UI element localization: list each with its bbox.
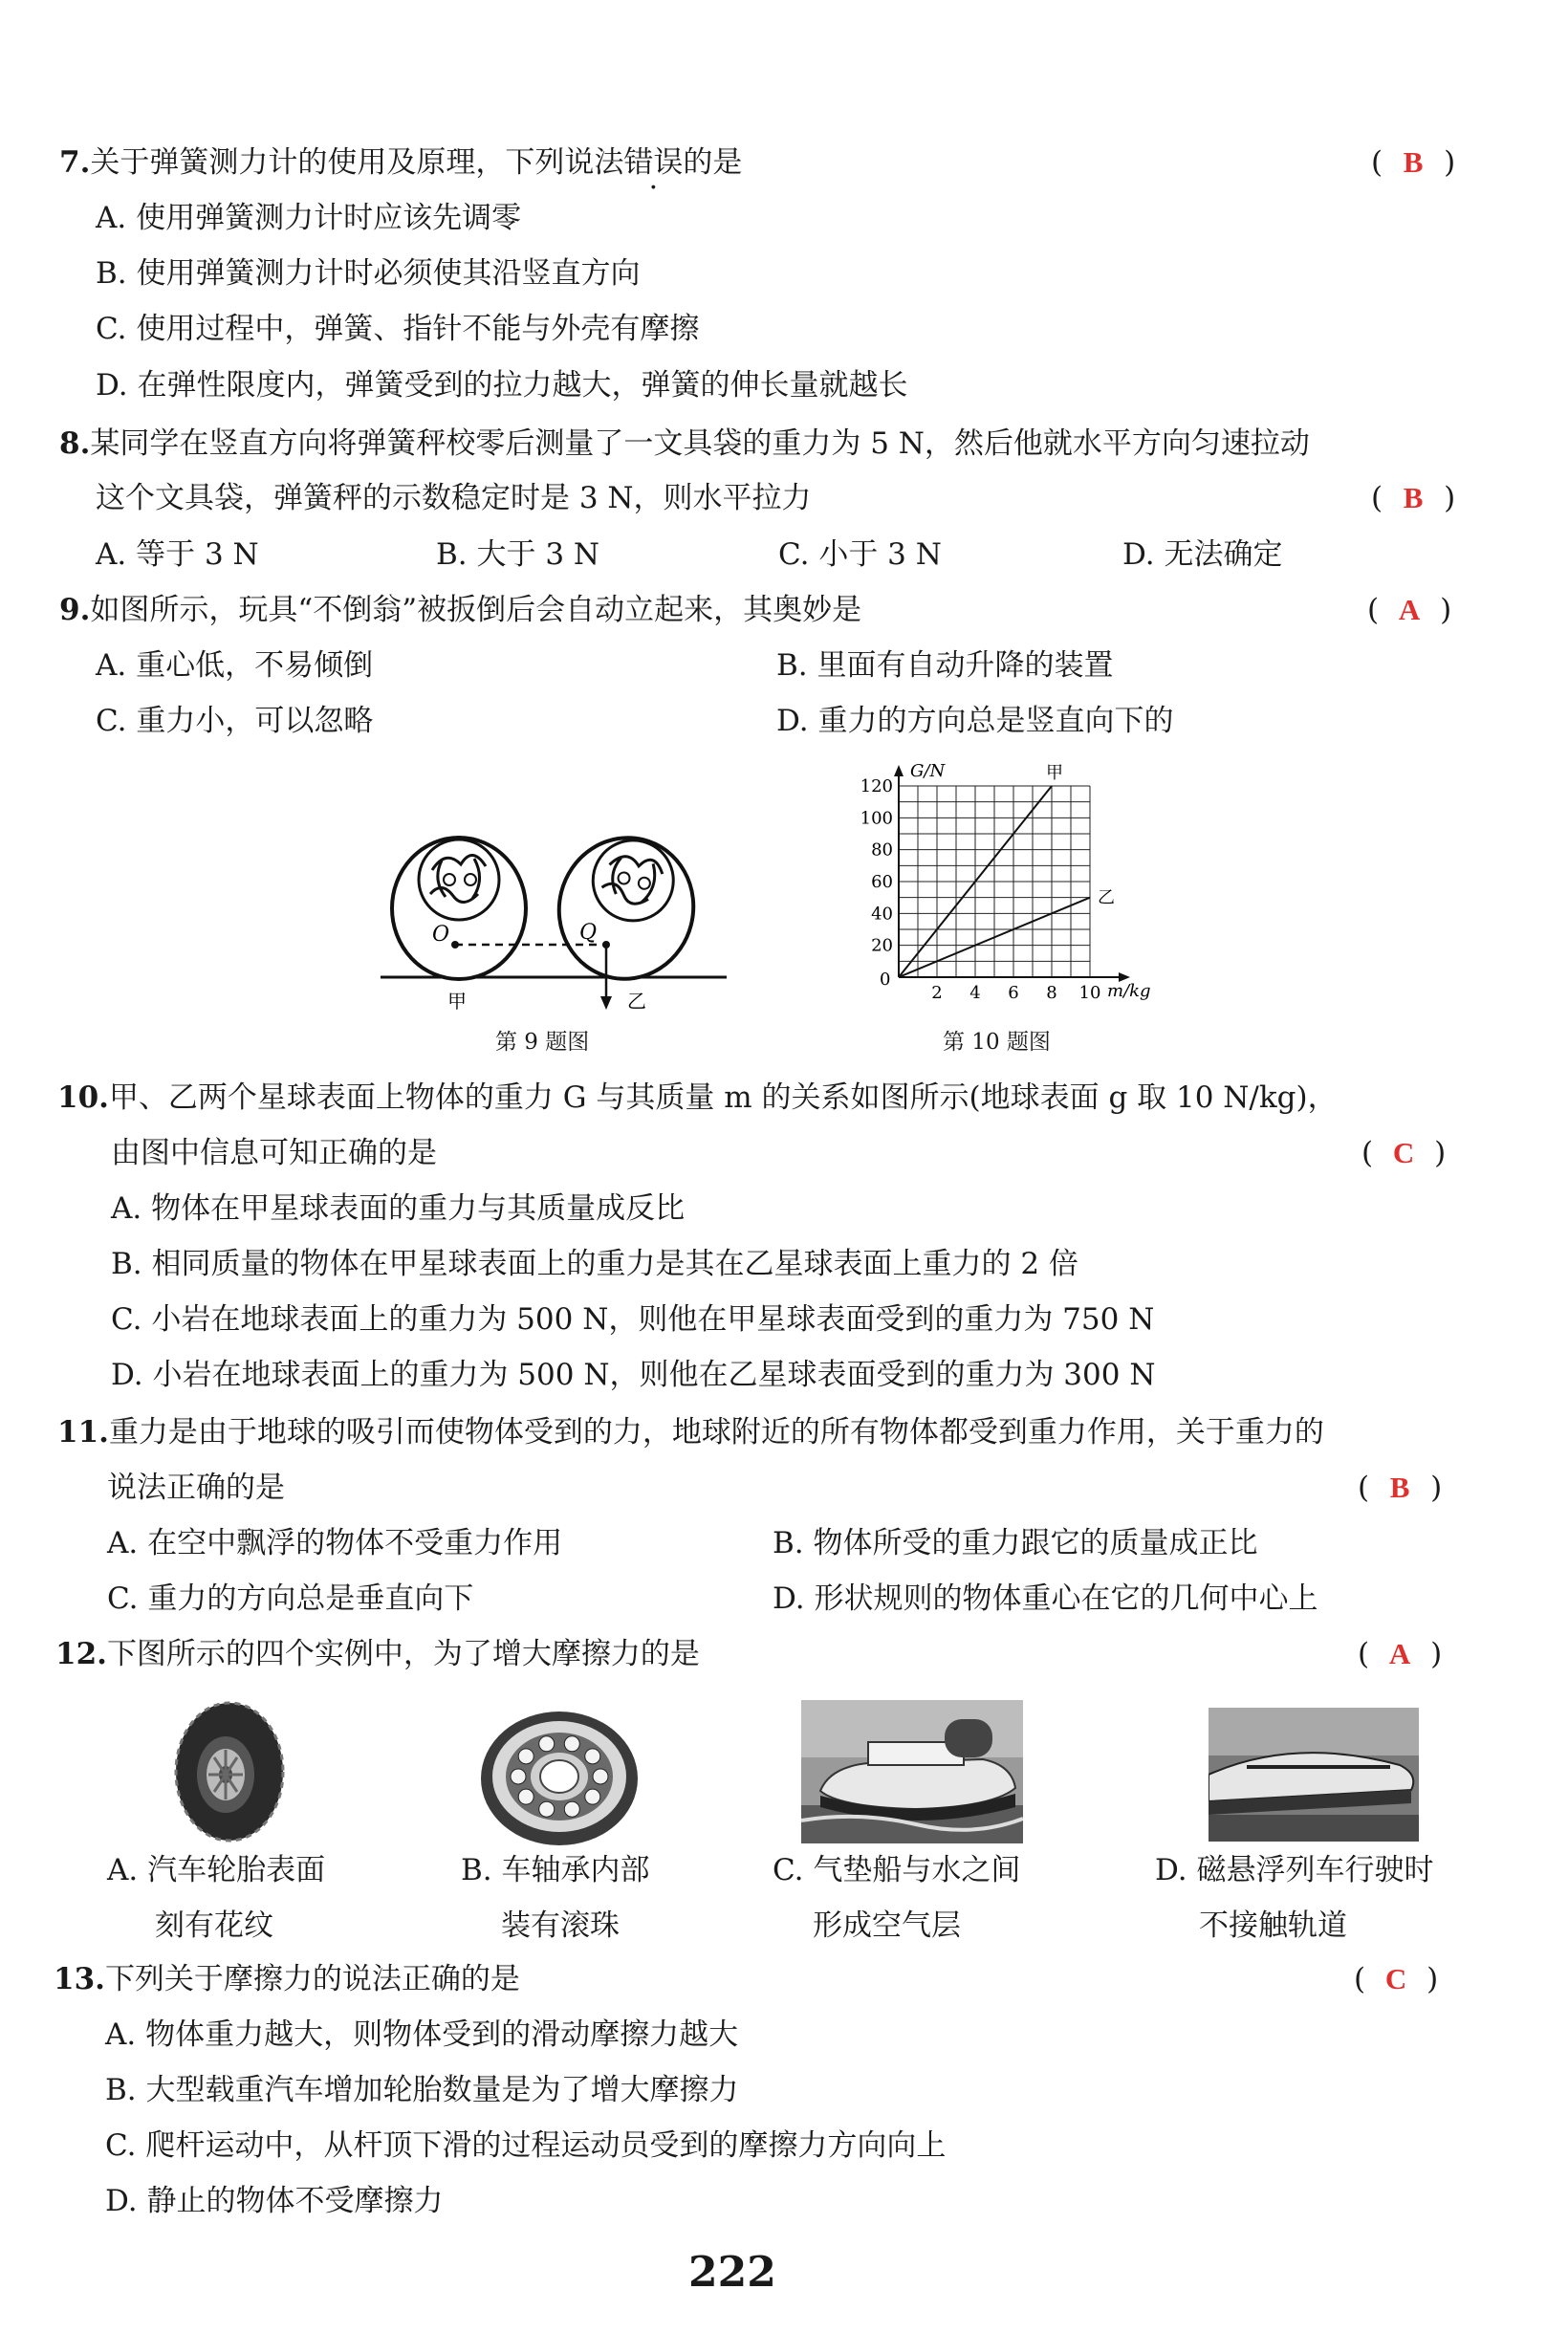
tumbler-yi (544, 823, 708, 992)
y-tick-label: 20 (871, 935, 893, 956)
q8-option-b: B. 大于 3 N (436, 537, 600, 572)
y-tick-label: 60 (871, 872, 893, 892)
q7-option-c: C. 使用过程中，弹簧、指针不能与外壳有摩擦 (96, 312, 700, 346)
q8-answer: B (1403, 481, 1424, 514)
point-o (451, 941, 459, 948)
bearing-ball (518, 1749, 534, 1764)
q9-option-d: D. 重力的方向总是竖直向下的 (776, 704, 1174, 738)
q13-option-c: C. 爬杆运动中，从杆顶下滑的过程运动员受到的摩擦力方向向上 (105, 2128, 947, 2163)
page-number: 222 (688, 2248, 776, 2297)
bearing-ball (593, 1769, 608, 1784)
x-axis-label: m/kg (1107, 981, 1151, 1001)
label-yi: 乙 (627, 990, 646, 1013)
q13-option-d: D. 静止的物体不受摩擦力 (105, 2184, 444, 2218)
q8-option-c: C. 小于 3 N (778, 537, 942, 572)
y-tick-label: 120 (860, 776, 893, 796)
series-label: 甲 (1046, 763, 1063, 783)
x-tick-label: 4 (969, 983, 981, 1003)
bearing-ball (539, 1801, 555, 1817)
q8-number: 8. (59, 426, 91, 461)
q10-answer: C (1392, 1136, 1415, 1169)
q7-option-a: A. 使用弹簧测力计时应该先调零 (96, 201, 522, 235)
q12-answer: A (1388, 1637, 1411, 1670)
q12-option-c-line2: 形成空气层 (813, 1908, 961, 1943)
q9-option-c: C. 重力小，可以忽略 (96, 704, 374, 738)
y-tick-label: 80 (871, 839, 893, 861)
x-tick-label: 6 (1008, 983, 1019, 1003)
q11-option-b: B. 物体所受的重力跟它的质量成正比 (773, 1526, 1258, 1560)
q13-stem: 13.下列关于摩擦力的说法正确的是 (54, 1962, 520, 1996)
q10-stem-line1: 10.甲、乙两个星球表面上物体的重力 G 与其质量 m 的关系如图所示(地球表面 g 取 10 N/kg)， (57, 1080, 1338, 1115)
q9-option-b: B. 里面有自动升降的装置 (776, 648, 1114, 683)
series-label: 乙 (1098, 887, 1115, 908)
q11-answer: B (1389, 1471, 1410, 1504)
q12-option-a-line2: 刻有花纹 (155, 1908, 273, 1943)
chart-grid (899, 786, 1090, 977)
label-jia: 甲 (447, 990, 467, 1013)
q12-option-c-line1: C. 气垫船与水之间 (773, 1853, 1021, 1887)
q11-stem-line2: 说法正确的是 (107, 1471, 285, 1505)
q10-stem-line2: 由图中信息可知正确的是 (111, 1136, 437, 1170)
q8-answer-bracket: ( B ) (1371, 481, 1456, 515)
tire-image (172, 1700, 287, 1843)
q11-number: 11. (57, 1415, 109, 1450)
y-axis-label: G/N (910, 761, 946, 781)
q13-option-b: B. 大型载重汽车增加轮胎数量是为了增大摩擦力 (105, 2073, 739, 2107)
bearing-image (478, 1704, 641, 1847)
q9-option-a: A. 重心低，不易倾倒 (96, 648, 374, 683)
q10-number: 10. (57, 1080, 109, 1115)
y-axis-arrow (894, 765, 904, 776)
q7-answer: B (1403, 145, 1424, 179)
q10-option-b: B. 相同质量的物体在甲星球表面上的重力是其在乙星球表面上重力的 2 倍 (111, 1247, 1078, 1281)
origin-label: 0 (880, 970, 891, 990)
bearing-ball (585, 1789, 600, 1804)
q10-option-a: A. 物体在甲星球表面的重力与其质量成反比 (111, 1191, 686, 1226)
chart-axes (894, 765, 1130, 982)
bearing-ball (518, 1789, 534, 1804)
label-q: Q (579, 921, 598, 945)
q10-option-d: D. 小岩在地球表面上的重力为 500 N，则他在乙星球表面受到的重力为 300 N (111, 1358, 1156, 1392)
q11-stem-line1: 11.重力是由于地球的吸引而使物体受到的力，地球附近的所有物体都受到重力作用，关于重力的 (57, 1415, 1324, 1450)
q7-number: 7. (59, 145, 91, 180)
q13-answer: C (1384, 1962, 1407, 1995)
bearing-ball (564, 1801, 579, 1817)
figure-9-tumbler (373, 813, 736, 1023)
y-tick-label: 100 (860, 808, 893, 829)
q12-option-d-line1: D. 磁悬浮列车行驶时 (1155, 1853, 1434, 1887)
q8-option-a: A. 等于 3 N (96, 537, 259, 572)
hovercraft-image (801, 1700, 1023, 1843)
q12-number: 12. (55, 1637, 107, 1671)
q8-stem-line1: 8.某同学在竖直方向将弹簧秤校零后测量了一文具袋的重力为 5 N，然后他就水平方向匀速拉动 (59, 426, 1310, 461)
tumbler-jia (392, 838, 526, 979)
q7-answer-bracket: ( B ) (1371, 145, 1456, 180)
figure-10-chart (841, 755, 1166, 1014)
q12-option-d-line2: 不接触轨道 (1199, 1908, 1347, 1943)
q8-option-d: D. 无法确定 (1122, 537, 1283, 572)
figure-10-caption: 第 10 题图 (943, 1030, 1051, 1055)
label-o: O (432, 923, 450, 947)
gravity-arrow-head (600, 996, 612, 1010)
figure-9-caption: 第 9 题图 (495, 1030, 590, 1055)
q13-number: 13. (54, 1962, 105, 1996)
q11-option-c: C. 重力的方向总是垂直向下 (107, 1581, 474, 1616)
y-tick-label: 40 (871, 904, 893, 925)
q9-answer: A (1398, 593, 1421, 626)
x-tick-label: 10 (1078, 983, 1101, 1003)
q9-stem: 9.如图所示，玩具“不倒翁”被扳倒后会自动立起来，其奥妙是 (59, 593, 862, 627)
q7-option-d: D. 在弹性限度内，弹簧受到的拉力越大，弹簧的伸长量就越长 (96, 368, 908, 403)
q10-answer-bracket: ( C ) (1361, 1136, 1447, 1170)
q11-answer-bracket: ( B ) (1358, 1471, 1443, 1505)
x-tick-label: 2 (931, 983, 943, 1003)
chart-ticks (860, 776, 1101, 1003)
q7-option-b: B. 使用弹簧测力计时必须使其沿竖直方向 (96, 256, 641, 291)
q12-stem: 12.下图所示的四个实例中，为了增大摩擦力的是 (55, 1637, 700, 1671)
x-tick-label: 8 (1046, 983, 1057, 1003)
maglev-train-image (1209, 1708, 1419, 1842)
q12-option-a-line1: A. 汽车轮胎表面 (107, 1853, 326, 1887)
q8-stem-line2: 这个文具袋，弹簧秤的示数稳定时是 3 N，则水平拉力 (96, 481, 812, 515)
q13-answer-bracket: ( C ) (1354, 1962, 1439, 1996)
q11-option-d: D. 形状规则的物体重心在它的几何中心上 (773, 1581, 1318, 1616)
q10-option-c: C. 小岩在地球表面上的重力为 500 N，则他在甲星球表面受到的重力为 750 N (111, 1302, 1155, 1337)
q12-answer-bracket: ( A ) (1358, 1637, 1443, 1671)
q12-option-b-line2: 装有滚珠 (501, 1908, 620, 1943)
bearing-ball (564, 1736, 579, 1752)
bearing-ball (539, 1736, 555, 1752)
q9-number: 9. (59, 593, 91, 627)
q11-option-a: A. 在空中飘浮的物体不受重力作用 (107, 1526, 563, 1560)
q7-emphasis: 错误 (623, 145, 684, 180)
q12-option-b-line1: B. 车轴承内部 (461, 1853, 650, 1887)
bearing-ball (511, 1769, 526, 1784)
q13-option-a: A. 物体重力越大，则物体受到的滑动摩擦力越大 (105, 2017, 739, 2052)
bearing-ball (585, 1749, 600, 1764)
q9-answer-bracket: ( A ) (1367, 593, 1452, 627)
q7-stem: 7.关于弹簧测力计的使用及原理，下列说法错误的是 (59, 145, 743, 180)
